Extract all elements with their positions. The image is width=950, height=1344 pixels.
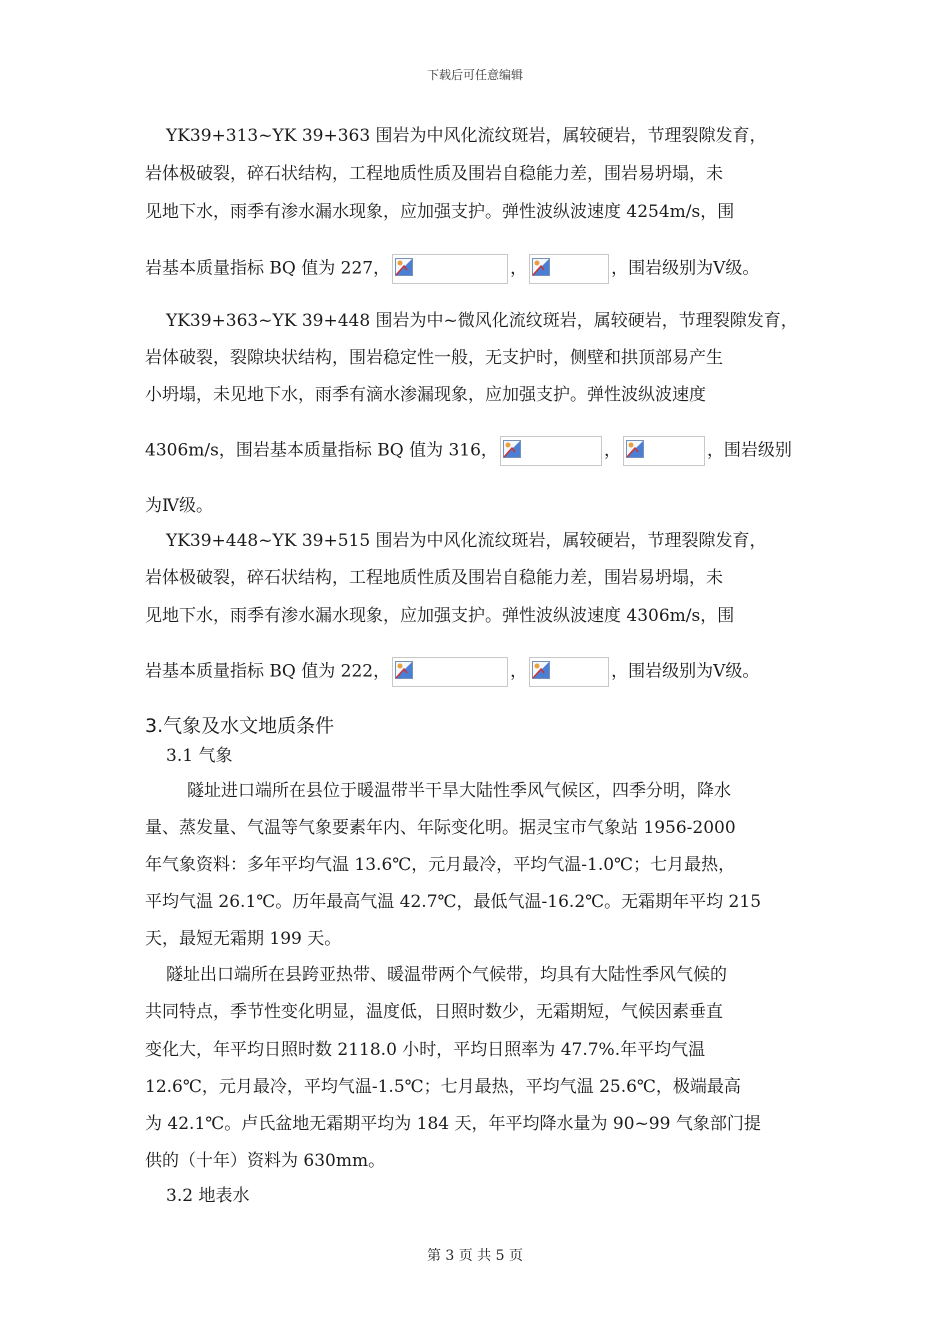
s31-p1-line4: 平均气温 26.1℃。历年最高气温 42.7℃，最低气温-16.2℃。无霜期年平均 215 (145, 892, 762, 912)
p3-line1: YK39+448~YK 39+515 围岩为中风化流纹斑岩，属较硬岩，节理裂隙发育， (166, 531, 767, 551)
p3-line3: 见地下水，雨季有渗水漏水现象，应加强支护。弹性波纵波速度 4306m/s，围 (145, 606, 735, 626)
formula-image-2 (529, 254, 609, 284)
broken-image-icon (532, 661, 550, 679)
broken-image-icon (626, 440, 644, 458)
broken-image-icon (395, 661, 413, 679)
p2-line3: 小坍塌，未见地下水，雨季有滴水渗漏现象，应加强支护。弹性波纵波速度 (145, 385, 706, 405)
p2-line4-text-b: ， (603, 440, 621, 461)
p2-line4 (145, 436, 792, 466)
p2-line2: 岩体破裂，裂隙块状结构，围岩稳定性一般，无支护时，侧壁和拱顶部易产生 (145, 348, 723, 368)
formula-image-5 (392, 657, 508, 687)
formula-image-1 (392, 254, 508, 284)
p3-line4 (145, 657, 759, 687)
p1-line2: 岩体极破裂，碎石状结构，工程地质性质及围岩自稳能力差，围岩易坍塌，未 (145, 164, 723, 184)
s31-p2-line1: 隧址出口端所在县跨亚热带、暖温带两个气候带，均具有大陆性季风气候的 (166, 965, 727, 985)
s31-p1-line5: 天，最短无霜期 199 天。 (145, 929, 342, 949)
s31-p2-line5: 为 42.1℃。卢氏盆地无霜期平均为 184 天，年平均降水量为 90~99 气象部门提 (145, 1114, 761, 1134)
p1-line4-text-a: 岩基本质量指标 BQ 值为 227， (145, 258, 391, 279)
s31-p1-line1: 隧址进口端所在县位于暖温带半干旱大陆性季风气候区，四季分明，降水 (187, 781, 731, 801)
p3-line4-text-b: ， (510, 661, 528, 682)
page-header: 下载后可任意编辑 (426, 68, 523, 82)
s31-p2-line4: 12.6℃，元月最冷，平均气温-1.5℃；七月最热，平均气温 25.6℃，极端最高 (145, 1077, 741, 1097)
s31-p1-line3: 年气象资料：多年平均气温 13.6℃，元月最冷，平均气温-1.0℃；七月最热， (145, 855, 736, 875)
p3-line4-text-c: ，围岩级别为Ⅴ级。 (611, 661, 760, 682)
p2-line4-text-c: ，围岩级别 (706, 440, 792, 461)
p2-line5: 为Ⅳ级。 (145, 496, 213, 516)
s31-p2-line6: 供的（十年）资料为 630mm。 (145, 1151, 386, 1171)
broken-image-icon (532, 258, 550, 276)
p1-line3: 见地下水，雨季有渗水漏水现象，应加强支护。弹性波纵波速度 4254m/s，围 (145, 202, 735, 222)
broken-image-icon (503, 440, 521, 458)
section-3-1-heading: 3.1 气象 (166, 746, 233, 766)
section-3-heading: 3.气象及水文地质条件 (145, 715, 335, 737)
p2-line1: YK39+363~YK 39+448 围岩为中~微风化流纹斑岩，属较硬岩，节理裂隙发育， (166, 311, 798, 331)
p3-line2: 岩体极破裂，碎石状结构，工程地质性质及围岩自稳能力差，围岩易坍塌，未 (145, 568, 723, 588)
section-3-2-heading: 3.2 地表水 (166, 1186, 250, 1206)
broken-image-icon (395, 258, 413, 276)
s31-p1-line2: 量、蒸发量、气温等气象要素年内、年际变化明。据灵宝市气象站 1956-2000 (145, 818, 736, 838)
p2-line4-text-a: 4306m/s，围岩基本质量指标 BQ 值为 316， (145, 440, 498, 461)
p1-line4-text-c: ，围岩级别为Ⅴ级。 (611, 258, 760, 279)
p3-line4-text-a: 岩基本质量指标 BQ 值为 222， (145, 661, 391, 682)
p1-line1: YK39+313~YK 39+363 围岩为中风化流纹斑岩，属较硬岩，节理裂隙发育， (166, 126, 767, 146)
formula-image-6 (529, 657, 609, 687)
p1-line4-text-b: ， (510, 258, 528, 279)
formula-image-4 (623, 436, 705, 466)
s31-p2-line3: 变化大，年平均日照时数 2118.0 小时，平均日照率为 47.7%.年平均气温 (145, 1040, 706, 1060)
formula-image-3 (500, 436, 602, 466)
s31-p2-line2: 共同特点，季节性变化明显，温度低，日照时数少，无霜期短，气候因素垂直 (145, 1002, 723, 1022)
page-footer: 第 3 页 共 5 页 (426, 1248, 524, 1264)
p1-line4 (145, 254, 759, 284)
